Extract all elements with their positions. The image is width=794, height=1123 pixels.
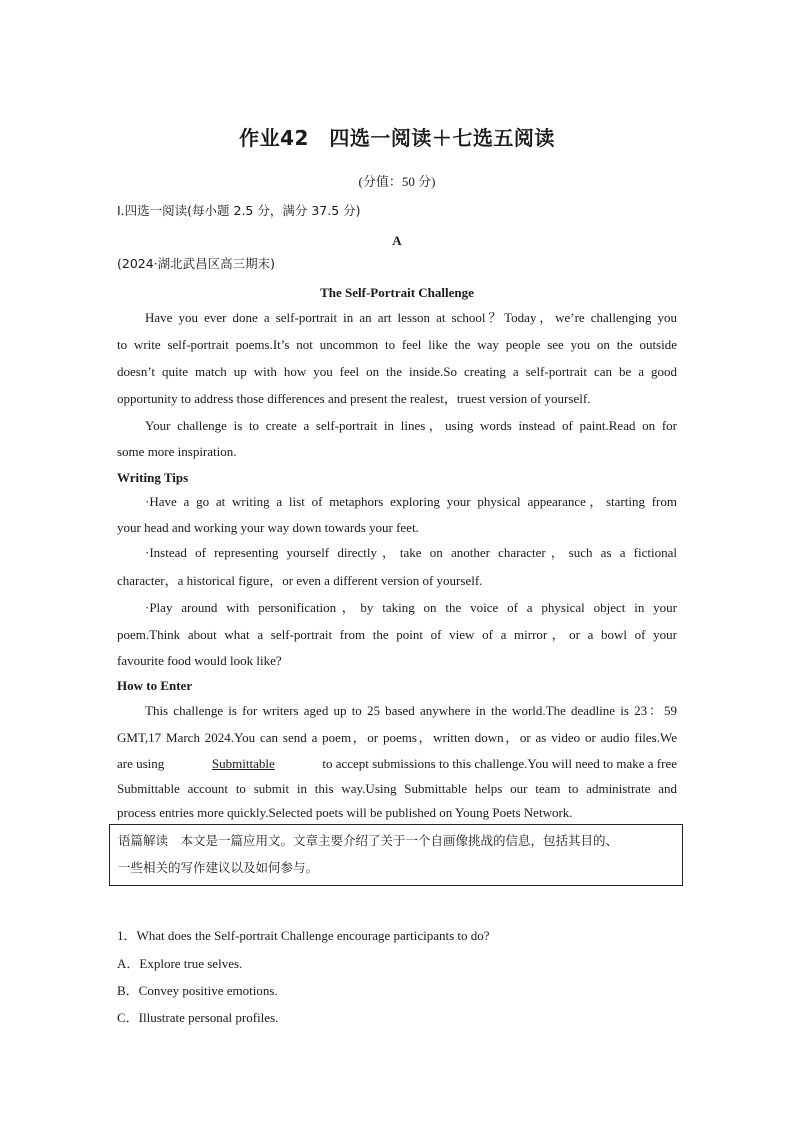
enter-line-3	[117, 756, 677, 772]
page-title: 作业42 四选一阅读＋七选五阅读	[239, 126, 555, 150]
paragraph-2-line-2: some more inspiration.	[117, 444, 237, 459]
how-to-enter-heading: How to Enter	[117, 678, 193, 693]
analysis-line-1: 语篇解读 本文是一篇应用文。文章主要介绍了关于一个自画像挑战的信息，包括其目的、	[118, 833, 619, 848]
analysis-line-2: 一些相关的写作建议以及如何参与。	[118, 860, 319, 875]
paragraph-1-line-4: opportunity to address those differences and present the realest，truest version of yourself.	[117, 391, 591, 406]
passage-source: (2024·湖北武昌区高三期末)	[117, 256, 276, 271]
enter-line-1: This challenge is for writers aged up to 25 based anywhere in the world.The deadline is 23：59	[145, 703, 677, 718]
enter-line-3-start: are using	[117, 756, 165, 771]
paragraph-1-line-1: Have you ever done a self-portrait in an art lesson at school？Today，we’re challenging you	[145, 310, 677, 325]
tip-2-line-2: character，a historical figure，or even a different version of yourself.	[117, 573, 483, 588]
submittable-link[interactable]: Submittable	[211, 756, 275, 771]
tip-3-line-3: favourite food would look like?	[117, 653, 282, 668]
section-heading: Ⅰ.四选一阅读(每小题 2.5 分，满分 37.5 分)	[117, 203, 361, 218]
enter-line-5: process entries more quickly.Selected poets will be published on Young Poets Network.	[117, 805, 573, 820]
option-a[interactable]: A．Explore true selves.	[117, 956, 243, 971]
paragraph-1-line-3: doesn’t quite match up with how you feel on the inside.So creating a self-portrait can be a good	[117, 364, 677, 379]
tip-3-line-1: ·Play around with personification，by taking on the voice of a physical object in your	[145, 600, 677, 615]
tip-2-line-1: ·Instead of representing yourself directly，take on another character，such as a fictional	[145, 545, 677, 560]
paragraph-1-line-2: to write self-portrait poems.It’s not uncommon to feel like the way people see you on the outside	[117, 337, 677, 352]
score-note: (分值：50 分)	[358, 174, 436, 189]
article-title: The Self-Portrait Challenge	[320, 285, 474, 300]
passage-label: A	[392, 233, 402, 248]
question-stem: 1．What does the Self-portrait Challenge encourage participants to do?	[117, 928, 490, 943]
option-c[interactable]: C．Illustrate personal profiles.	[117, 1010, 279, 1025]
tip-1-line-1: ·Have a go at writing a list of metaphors exploring your physical appearance，starting from	[145, 494, 677, 509]
writing-tips-heading: Writing Tips	[117, 470, 189, 485]
enter-line-2: GMT,17 March 2024.You can send a poem，or poems，written down，or as video or audio files.We	[117, 730, 677, 745]
tip-3-line-2: poem.Think about what a self-portrait from the point of view of a mirror，or a bowl of your	[117, 627, 677, 642]
option-b[interactable]: B．Convey positive emotions.	[117, 983, 278, 998]
paragraph-2-line-1: Your challenge is to create a self-portrait in lines，using words instead of paint.Read on for	[145, 418, 677, 433]
analysis-box	[109, 824, 683, 886]
enter-line-4: Submittable account to submit in this way.Using Submittable helps our team to administrate and	[117, 781, 677, 796]
enter-line-3-end: to accept submissions to this challenge.You will need to make a free	[322, 756, 677, 771]
tip-1-line-2: your head and working your way down towards your feet.	[117, 520, 419, 535]
